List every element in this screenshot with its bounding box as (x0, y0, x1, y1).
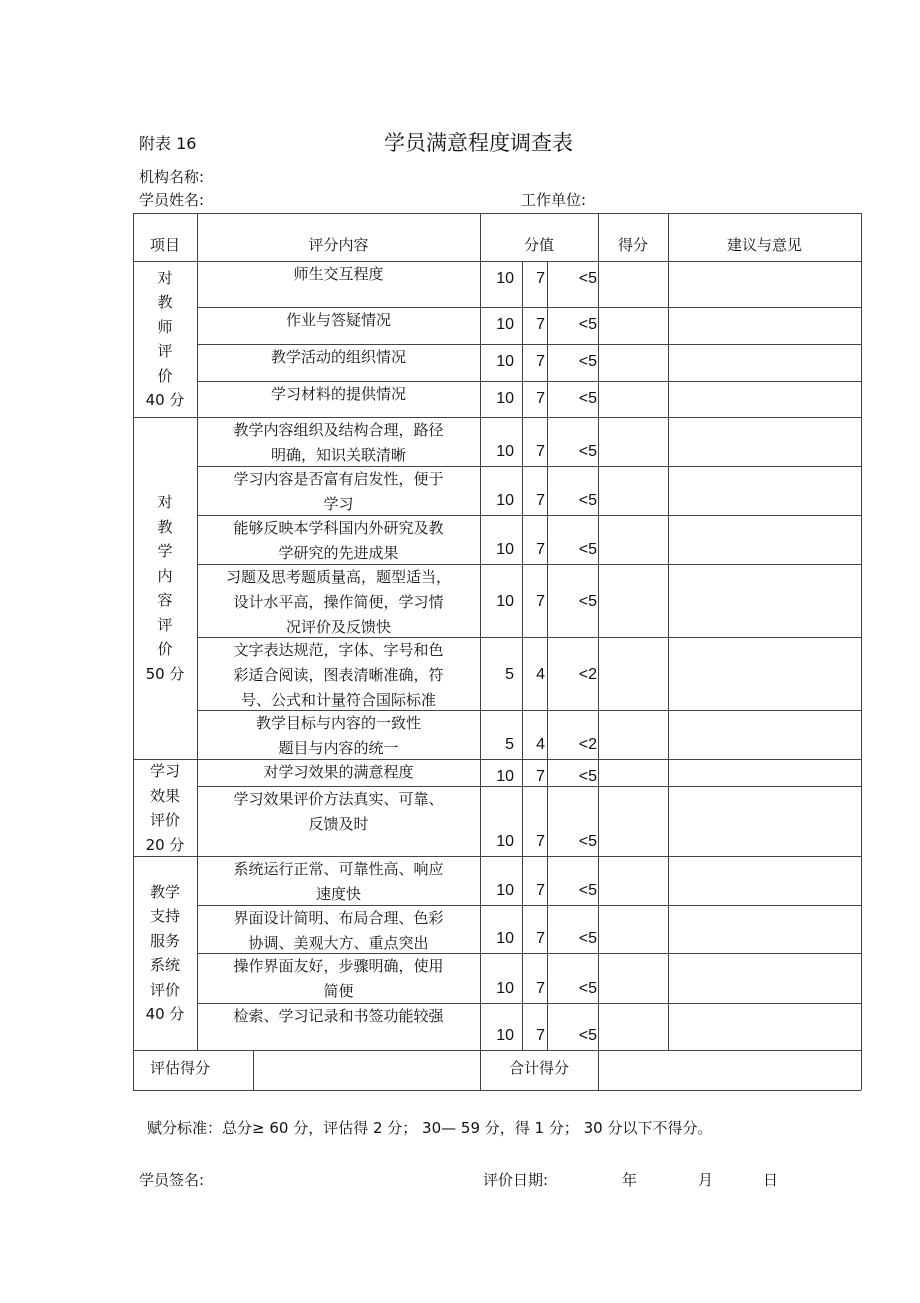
table-top-border (133, 213, 861, 214)
criterion-line: 系统运行正常、可靠性高、响应 (233, 860, 444, 878)
score-low: <2 (578, 666, 597, 683)
score-low: <5 (578, 541, 597, 558)
score-max: 10 (496, 316, 514, 333)
score-max: 10 (496, 768, 514, 785)
table-left-border (133, 213, 134, 1090)
score-max: 5 (505, 666, 514, 683)
score-max: 10 (496, 353, 514, 370)
column-divider (522, 261, 523, 1050)
criterion-line: 作业与答疑情况 (285, 311, 391, 329)
page-title: 学员满意程度调查表 (384, 131, 573, 155)
score-max: 10 (496, 492, 514, 509)
category-label-line: 50 分 (145, 664, 185, 683)
column-header: 评分内容 (308, 236, 369, 254)
date-label: 评价日期: (483, 1171, 549, 1189)
score-mid: 7 (536, 1027, 545, 1044)
assessment-score-field[interactable] (253, 1050, 480, 1090)
score-mid: 7 (536, 443, 545, 460)
category-label-line: 师 (157, 317, 173, 336)
category-label (133, 759, 197, 857)
score-max: 10 (496, 882, 514, 899)
category-label-line: 教 (157, 293, 173, 311)
column-divider (197, 213, 198, 1050)
column-divider (253, 1050, 254, 1090)
score-mid: 7 (536, 316, 545, 333)
score-low: <5 (578, 443, 597, 460)
category-label (133, 490, 197, 686)
score-mid: 7 (536, 270, 545, 287)
criterion-text (197, 308, 480, 333)
score-mid: 7 (536, 390, 545, 407)
score-mid: 7 (536, 492, 545, 509)
category-label-line: 40 分 (145, 1005, 185, 1023)
criterion-text (197, 954, 480, 1004)
category-label (133, 266, 197, 413)
date-month: 月 (698, 1171, 714, 1189)
score-max: 10 (496, 930, 514, 947)
category-label-line: 对 (157, 493, 173, 511)
criterion-text (197, 565, 480, 640)
score-max: 10 (496, 980, 514, 997)
criterion-line: 文字表达规范，字体、字号和色 (233, 641, 444, 659)
table-bottom-border (133, 1090, 861, 1091)
table-right-border (861, 213, 862, 1090)
category-label-line: 学习 (149, 762, 180, 780)
column-header: 得分 (617, 236, 648, 254)
category-label-line: 评价 (149, 811, 180, 829)
criterion-line: 学习内容是否富有启发性，便于 (233, 470, 444, 488)
score-mid: 7 (536, 768, 545, 785)
criterion-line: 速度快 (315, 885, 361, 903)
column-header: 分值 (523, 236, 554, 254)
score-mid: 7 (536, 833, 545, 850)
criterion-text (197, 382, 480, 407)
score-low: <5 (578, 882, 597, 899)
category-label-line: 系统 (149, 956, 180, 974)
assessment-score-label: 评估得分 (150, 1059, 211, 1077)
score-max: 10 (496, 1027, 514, 1044)
score-max: 10 (496, 593, 514, 610)
score-max: 10 (496, 390, 514, 407)
category-label-line: 评价 (149, 980, 180, 999)
criterion-text (197, 787, 480, 837)
date-year: 年 (622, 1171, 638, 1189)
criterion-line: 彩适合阅读，图表清晰准确，符 (233, 666, 444, 684)
category-label-line: 支持 (149, 907, 180, 925)
criterion-line: 简便 (323, 982, 354, 1000)
score-low: <5 (578, 930, 597, 947)
criterion-text (197, 638, 480, 713)
criterion-line: 题目与内容的统一 (278, 739, 399, 757)
criterion-line: 操作界面友好，步骤明确，使用 (233, 957, 444, 975)
score-low: <5 (578, 1027, 597, 1044)
appendix-label: 附表 16 (139, 134, 197, 153)
category-label-line: 对 (157, 268, 173, 287)
category-label-line: 内 (157, 566, 173, 585)
criterion-line: 反馈及时 (308, 815, 369, 833)
criterion-line: 明确，知识关联清晰 (270, 446, 406, 464)
score-mid: 7 (536, 541, 545, 558)
category-label-line: 40 分 (145, 391, 185, 409)
score-max: 10 (496, 443, 514, 460)
score-max: 10 (496, 270, 514, 287)
score-max: 10 (496, 833, 514, 850)
criterion-line: 习题及思考题质量高，题型适当， (225, 568, 451, 586)
score-mid: 7 (536, 980, 545, 997)
criterion-line: 师生交互程度 (293, 265, 384, 283)
criterion-line: 学习效果评价方法真实、可靠、 (233, 790, 444, 808)
score-low: <5 (578, 492, 597, 509)
criterion-line: 对学习效果的满意程度 (263, 763, 414, 781)
column-header: 建议与意见 (726, 236, 802, 254)
criterion-line: 教学目标与内容的一致性 (255, 714, 421, 732)
score-mid: 7 (536, 882, 545, 899)
criterion-line: 学研究的先进成果 (278, 544, 399, 562)
total-score-label: 合计得分 (508, 1059, 569, 1077)
criterion-line: 况评价及反馈快 (285, 618, 391, 636)
criterion-text (197, 262, 480, 287)
category-label-line: 价 (157, 640, 173, 658)
category-label-line: 教学 (149, 882, 180, 901)
total-score-field[interactable] (598, 1050, 861, 1090)
criterion-line: 教学活动的组织情况 (270, 348, 406, 366)
criterion-text (197, 467, 480, 517)
category-label-line: 20 分 (145, 835, 185, 854)
score-low: <5 (578, 270, 597, 287)
criterion-text (197, 345, 480, 370)
category-label-line: 评 (157, 615, 173, 634)
score-low: <5 (578, 768, 597, 785)
criterion-text (197, 418, 480, 468)
signature-label: 学员签名: (139, 1171, 205, 1189)
scoring-standard: 赋分标准：总分≥ 60 分，评估得 2 分； 30— 59 分，得 1 分； 30 分以下不得分。 (147, 1119, 713, 1137)
category-label-line: 价 (157, 366, 173, 385)
category-label-line: 教 (157, 517, 173, 536)
score-mid: 7 (536, 930, 545, 947)
criterion-line: 学习 (323, 495, 354, 513)
work-unit-label: 工作单位: (521, 191, 587, 209)
score-max: 10 (496, 541, 514, 558)
category-label (133, 880, 197, 1027)
criterion-text (197, 1004, 480, 1029)
category-label-line: 容 (157, 591, 173, 609)
score-low: <5 (578, 833, 597, 850)
score-max: 5 (505, 736, 514, 753)
column-divider (480, 213, 481, 1090)
score-low: <5 (578, 390, 597, 407)
score-low: <5 (578, 316, 597, 333)
score-mid: 7 (536, 593, 545, 610)
score-mid: 4 (536, 736, 545, 753)
score-mid: 4 (536, 666, 545, 683)
category-label-line: 服务 (149, 931, 180, 950)
score-low: <5 (578, 980, 597, 997)
column-divider (668, 213, 669, 1050)
column-header: 项目 (149, 236, 180, 254)
score-mid: 7 (536, 353, 545, 370)
criterion-text (197, 760, 480, 785)
category-label-line: 评 (157, 342, 173, 360)
category-label-line: 效果 (149, 786, 180, 805)
score-low: <2 (578, 736, 597, 753)
criterion-text (197, 857, 480, 907)
student-name-label: 学员姓名: (139, 191, 205, 209)
criterion-text (197, 906, 480, 956)
date-day: 日 (763, 1171, 779, 1189)
score-low: <5 (578, 593, 597, 610)
criterion-line: 界面设计简明、布局合理、色彩 (233, 909, 444, 927)
criterion-line: 号、公式和计量符合国际标准 (240, 691, 436, 709)
criterion-line: 检索、学习记录和书签功能较强 (233, 1007, 444, 1025)
criterion-text (197, 711, 480, 761)
criterion-line: 能够反映本学科国内外研究及教 (233, 519, 444, 537)
criterion-line: 协调、美观大方、重点突出 (248, 934, 429, 952)
criterion-line: 学习材料的提供情况 (270, 385, 406, 403)
criterion-text (197, 516, 480, 566)
category-label-line: 学 (157, 542, 173, 560)
criterion-line: 设计水平高，操作简便，学习情 (233, 593, 444, 611)
criterion-line: 教学内容组织及结构合理，路径 (233, 421, 444, 439)
org-name-label: 机构名称: (139, 168, 205, 186)
column-divider (598, 213, 599, 1090)
score-low: <5 (578, 353, 597, 370)
column-divider (547, 261, 548, 1050)
